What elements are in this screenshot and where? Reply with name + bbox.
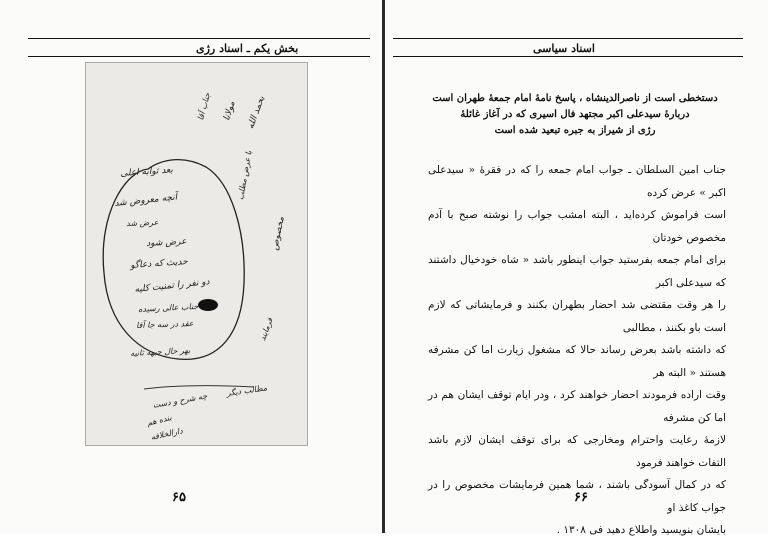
right-top-rule [393, 38, 743, 39]
document-caption [425, 91, 725, 139]
body-line: لازمهٔ رعایت واحترام ومخارجی که برای توقف ایشان لازم باشد التفات خواهند فرمود [428, 434, 726, 469]
handwritten-line: عرض شود [146, 236, 187, 249]
caption-line: رژی از شیراز به جبره تبعید شده است [494, 125, 656, 136]
left-running-head: بخش یکم ـ اسناد رژی [196, 42, 299, 55]
handwritten-line: مولانا [222, 100, 238, 123]
handwritten-line: آنچه معروض شد [114, 192, 178, 209]
handwritten-line: مخصوص [270, 215, 287, 252]
letter-body [428, 159, 726, 542]
handwritten-line: مطالب دیگر [226, 383, 268, 398]
left-page [0, 0, 383, 533]
left-page-number: ۶۵ [172, 490, 186, 505]
ink-blot [198, 299, 218, 311]
body-line: جناب امین السلطان ـ جواب امام جمعه را که در فقرهٔ « سیدعلی اکبر » عرض کرده [428, 164, 726, 199]
handwritten-line: جناب عالی رسیده [138, 301, 199, 314]
handwritten-line: عرض شد [126, 217, 159, 228]
left-top-rule [28, 38, 370, 39]
handwritten-line: عقد در سه جا آقا [136, 318, 194, 330]
handwritten-line: دو نفر را تمنیت کلیه [134, 277, 211, 295]
body-line: است فراموش کرده‌اید ، البته امشب جواب را نوشته صبح با آدم مخصوص خودتان [428, 209, 726, 244]
body-line: را هر وقت مقتضی شد احضار بطهران بکنند و فرمایشاتی که لازم است باو بکنند ، مطالبی [428, 299, 726, 334]
handwritten-line: جناب آقا [196, 91, 213, 122]
handwritten-line: فرمایند [258, 316, 275, 343]
body-line: وقت اراده فرمودند احضار خواهند کرد ، ودر ایام توقف ایشان هم در اما کن مشرفه [428, 389, 726, 424]
body-line: که در کمال آسودگی باشند ، شما همین فرمایشات مخصوص را در جواب کاغذ او [428, 479, 726, 514]
right-running-head: اسناد سیاسی [533, 42, 595, 55]
handwritten-line: چه شرح و دست [152, 391, 208, 410]
handwritten-line: دارالخلافه [150, 426, 184, 442]
body-line: بایشان بنویسید واطلاع دهید فی ۱۳۰۸ . [556, 524, 726, 536]
handwritten-line: بهر حال جبهه ثانیه [130, 345, 191, 358]
manuscript-drawing [86, 63, 307, 445]
body-line: که داشته باشد بعرض رساند حالا که مشغول زیارت اما کن مشرفه هستند « البته هر [428, 344, 726, 379]
right-head-rule [393, 56, 743, 57]
caption-line: دربارهٔ سیدعلی اکبر مجتهد فال اسیری که در آغاز غائلهٔ [460, 109, 690, 120]
handwritten-line: حدیث که دعاگو [130, 256, 189, 271]
right-page-number: ۶۶ [574, 490, 588, 505]
handwritten-line: بعد ثوابه اعلی [120, 165, 174, 179]
manuscript-photo [85, 62, 308, 446]
body-line: برای امام جمعه بفرستید جواب اینطور باشد « شاه خودخیال داشتند که سیدعلی اکبر [428, 254, 726, 289]
handwritten-line: بنده هم [146, 412, 173, 428]
left-head-rule [28, 56, 370, 57]
handwritten-line: بحمد الله [246, 94, 268, 131]
handwritten-line: با عرض مطلب [236, 149, 254, 201]
caption-line: دستخطی است از ناصرالدینشاه ، پاسخ نامهٔ امام جمعهٔ طهران است [432, 93, 718, 104]
